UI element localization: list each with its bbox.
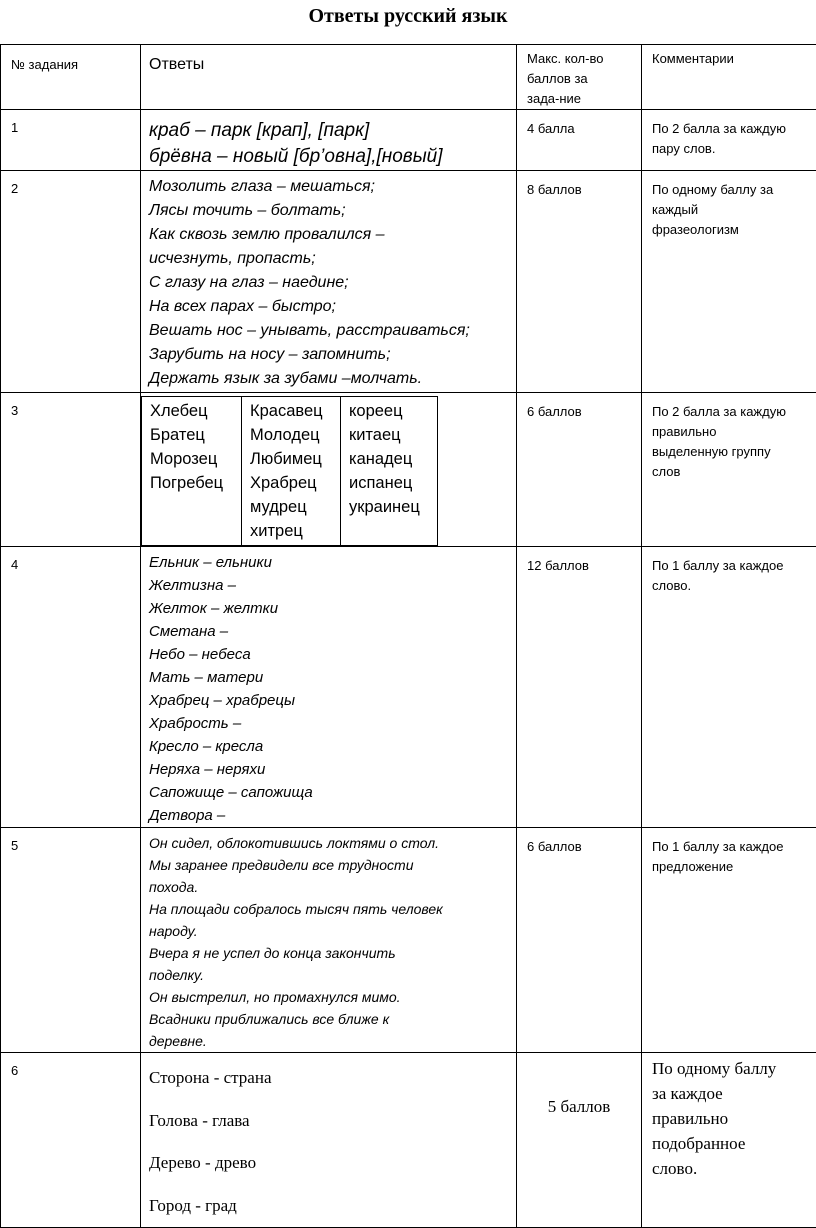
word-group-3: кореец китаец канадец испанец украинец [341,397,438,546]
score-cell: 8 баллов [517,171,642,393]
comment-cell: По 1 баллу за каждое предложение [642,828,816,1053]
table-row [1,110,816,171]
task-number: 2 [1,171,141,393]
header-comments: Комментарии [642,45,816,110]
answer-cell: Он сидел, облокотившись локтями о стол. Мы заранее предвидели все трудности похода. На площади собралось тысяч пять человек народу. Вчера я не успел до конца закончить поделку. Он выстрелил, но промахнулся мимо. Всадники приближались все ближе к деревне. [141,828,517,1053]
task-number: 5 [1,828,141,1053]
score-cell: 5 баллов [517,1053,642,1228]
answer-cell: Мозолить глаза – мешаться; Лясы точить – болтать; Как сквозь землю провалился – исчезнуть, пропасть; С глазу на глаз – наедине; На всех парах – быстро; Вешать нос – унывать, расстраиваться; Зарубить на носу – запомнить; Держать язык за зубами –молчать. [141,171,517,393]
comment-cell: По одному баллу за каждый фразеологизм [642,171,816,393]
table-row [1,393,816,547]
header-max-score: Макс. кол-во баллов за зада-ние [517,45,642,110]
score-cell: 6 баллов [517,393,642,547]
header-answers: Ответы [141,45,517,110]
comment-cell: По 2 балла за каждую правильно выделенную группу слов [642,393,816,547]
task-number: 4 [1,547,141,828]
comment-cell: По 1 баллу за каждое слово. [642,547,816,828]
document-title: Ответы русский язык [0,5,816,28]
table-row [1,547,816,828]
header-row [1,45,816,110]
word-group-1: Хлебец Братец Морозец Погребец [142,397,242,546]
score-cell: 4 балла [517,110,642,171]
answer-cell: Ельник – ельники Желтизна – Желток – желтки Сметана – Небо – небеса Мать – матери Храбрец – храбрецы Храбрость – Кресло – кресла Неряха – неряхи Сапожище – сапожища Детвора – [141,547,517,828]
table-row [1,828,816,1053]
task-number: 6 [1,1053,141,1228]
task-number: 3 [1,393,141,547]
comment-cell: По 2 балла за каждую пару слов. [642,110,816,171]
answer-cell: краб – парк [крап], [парк] брёвна – новый [бр’овна],[новый] [141,110,517,171]
table-row [1,1053,816,1228]
score-cell: 12 баллов [517,547,642,828]
comment-cell: По одному баллу за каждое правильно подобранное слово. [642,1053,816,1228]
answers-table [0,44,816,1228]
score-cell: 6 баллов [517,828,642,1053]
word-groups-table [141,396,438,546]
answer-cell: Сторона - страна Голова - глава Дерево - древо Город - град [141,1053,517,1228]
task-number: 1 [1,110,141,171]
table-row [1,171,816,393]
header-num: № задания [1,45,141,110]
answer-cell [141,393,517,547]
word-group-2: Красавец Молодец Любимец Храбрец мудрец хитрец [242,397,341,546]
